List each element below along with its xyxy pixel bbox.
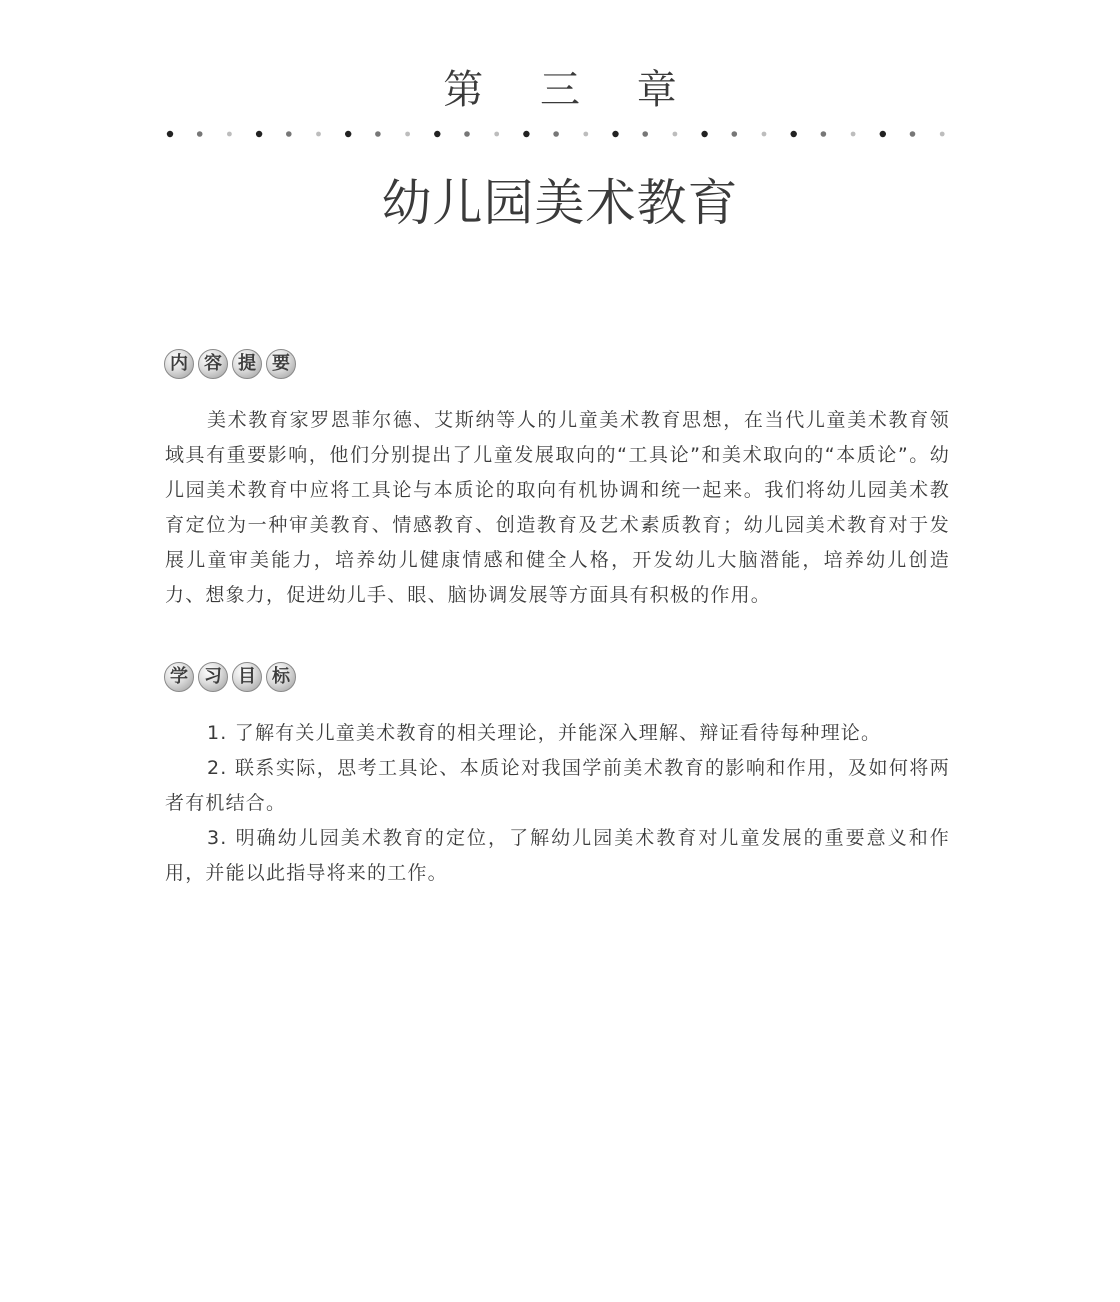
summary-heading-char: 要 — [266, 349, 296, 379]
divider-dot — [701, 131, 707, 137]
divider-dot — [583, 132, 588, 137]
divider-dot — [405, 132, 410, 137]
summary-heading-char: 容 — [198, 349, 228, 379]
divider-dot — [345, 131, 351, 137]
goals-heading-char: 标 — [266, 662, 296, 692]
divider-dot — [940, 132, 945, 137]
summary-heading-char: 内 — [164, 349, 194, 379]
divider-dot — [494, 132, 499, 137]
goal-item: 2. 联系实际，思考工具论、本质论对我国学前美术教育的影响和作用，及如何将两者有机结合。 — [165, 757, 950, 814]
goals-heading-char: 目 — [232, 662, 262, 692]
goals-section-heading — [164, 662, 296, 692]
summary-section-heading — [164, 349, 296, 379]
summary-heading-char: 提 — [232, 349, 262, 379]
divider-dot — [227, 132, 232, 137]
divider-dot — [434, 131, 440, 137]
divider-dot — [910, 131, 916, 137]
goals-heading-char: 习 — [198, 662, 228, 692]
divider-dot — [464, 131, 470, 137]
divider-dot — [762, 132, 767, 137]
divider-dot — [880, 131, 886, 137]
goals-list — [165, 716, 950, 891]
divider-dot — [851, 132, 856, 137]
divider-dot — [553, 131, 559, 137]
divider-dot — [523, 131, 529, 137]
divider-dot — [286, 131, 292, 137]
divider-dot — [612, 131, 618, 137]
divider-dot — [642, 131, 648, 137]
divider-dot — [673, 132, 678, 137]
divider-dot — [732, 131, 738, 137]
divider-dot — [197, 131, 203, 137]
goal-item: 3. 明确幼儿园美术教育的定位，了解幼儿园美术教育对儿童发展的重要意义和作用，并能以此指导将来的工作。 — [165, 827, 950, 884]
divider-dot — [256, 131, 262, 137]
goals-heading-char: 学 — [164, 662, 194, 692]
chapter-label: 第 三 章 — [443, 67, 699, 113]
divider-dot — [167, 131, 173, 137]
divider-dot — [316, 132, 321, 137]
divider-dot — [375, 131, 381, 137]
dot-divider — [163, 127, 953, 141]
divider-dot — [791, 131, 797, 137]
chapter-title: 幼儿园美术教育 — [381, 174, 739, 232]
goal-item: 1. 了解有关儿童美术教育的相关理论，并能深入理解、辩证看待每种理论。 — [207, 722, 882, 744]
summary-paragraph: 美术教育家罗恩菲尔德、艾斯纳等人的儿童美术教育思想，在当代儿童美术教育领域具有重要影响，他们分别提出了儿童发展取向的“工具论”和美术取向的“本质论”。幼儿园美术教育中应将工具论与本质论的取向有机协调和统一起来。我们将幼儿园美术教育定位为一种审美教育、情感教育、创造教育及艺术素质教育；幼儿园美术教育对于发展儿童审美能力，培养幼儿健康情感和健全人格，开发幼儿大脑潜能，培养幼儿创造力、想象力，促进幼儿手、眼、脑协调发展等方面具有积极的作用。 — [165, 409, 950, 606]
divider-dot — [821, 131, 827, 137]
